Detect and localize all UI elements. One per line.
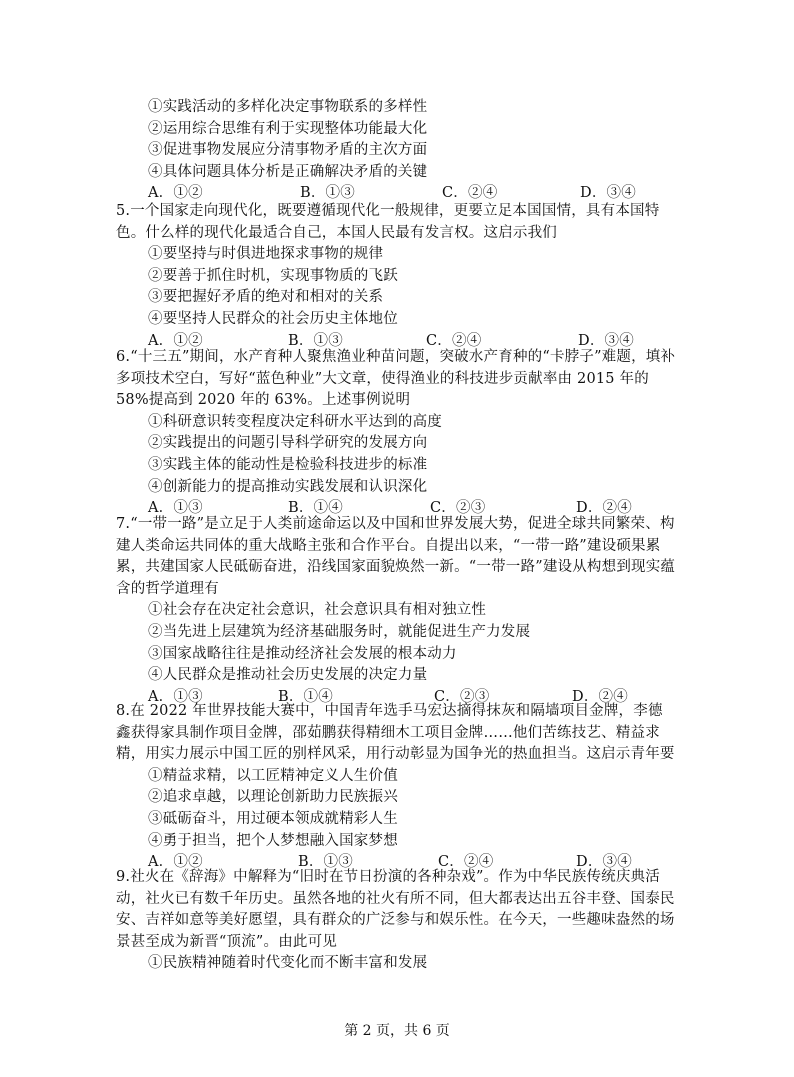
q4-choice-d[interactable]: D．③④ xyxy=(580,185,636,202)
page-number-footer: 第 2 页，共 6 页 xyxy=(344,1023,450,1039)
q6-option-1: ①科研意识转变程度决定科研水平达到的高度 xyxy=(148,413,442,430)
q7-choice-c[interactable]: C．②③ xyxy=(434,688,490,705)
q8-choice-c[interactable]: C．②④ xyxy=(438,854,494,871)
q8-option-2: ②追求卓越，以理论创新助力民族振兴 xyxy=(148,789,398,806)
q4-option-1: ①实践活动的多样化决定事物联系的多样性 xyxy=(148,99,428,115)
q4-choice-c[interactable]: C．②④ xyxy=(442,185,498,202)
q5-option-2: ②要善于抓住时机，实现事物质的飞跃 xyxy=(148,267,398,284)
q8-choice-a[interactable]: A．①② xyxy=(148,854,203,871)
q8-option-3: ③砥砺奋斗，用过硬本领成就精彩人生 xyxy=(148,810,398,827)
question-8 xyxy=(116,701,676,874)
q8-option-4: ④勇于担当，把个人梦想融入国家梦想 xyxy=(148,832,398,849)
q7-choice-b[interactable]: B．①④ xyxy=(278,688,333,705)
q8-stem: 8.在 2022 年世界技能大赛中，中国青年选手马宏达摘得抹灰和隔墙项目金牌，李德鑫获得家具制作项目金牌，邵茹鹏获得精细木工项目金牌……他们苦练技艺、精益求精，用实力展示中国工匠的别样风采，用行动彰显为国争光的热血担当。这启示青年要 xyxy=(116,703,675,763)
q5-option-4: ④要坚持人民群众的社会历史主体地位 xyxy=(148,310,398,327)
q5-choice-a[interactable]: A．①② xyxy=(148,332,203,349)
q6-choice-b[interactable]: B．①④ xyxy=(288,500,343,517)
q5-stem: 5.一个国家走向现代化，既要遵循现代化一般规律，更要立足本国国情，具有本国特色。什么样的现代化最适合自己，本国人民最有发言权。这启示我们 xyxy=(116,203,660,241)
question-9 xyxy=(116,867,676,975)
q6-choice-d[interactable]: D．②④ xyxy=(576,500,632,517)
q4-option-3: ③促进事物发展应分清事物矛盾的主次方面 xyxy=(148,142,428,159)
q9-option-1: ①民族精神随着时代变化而不断丰富和发展 xyxy=(148,955,428,972)
q8-choice-d[interactable]: D．③④ xyxy=(576,854,632,871)
q5-option-3: ③要把握好矛盾的绝对和相对的关系 xyxy=(148,289,384,306)
q6-choice-a[interactable]: A．①③ xyxy=(148,500,203,517)
question-7 xyxy=(116,514,676,708)
question-6 xyxy=(116,347,676,520)
q7-option-2: ②当先进上层建筑为经济基础服务时，就能促进生产力发展 xyxy=(148,623,531,640)
q5-choice-c[interactable]: C．②④ xyxy=(426,332,482,349)
q6-option-4: ④创新能力的提高推动实践发展和认识深化 xyxy=(148,478,428,495)
q6-option-2: ②实践提出的问题引导科学研究的发展方向 xyxy=(148,435,428,452)
q6-choice-c[interactable]: C．②③ xyxy=(430,500,486,517)
q4-option-2: ②运用综合思维有利于实现整体功能最大化 xyxy=(148,120,428,137)
q9-stem: 9.社火在《辞海》中解释为“旧时在节日扮演的各种杂戏”。作为中华民族传统庆典活动，社火已有数千年历史。虽然各地的社火有所不同，但大都表达出五谷丰登、国泰民安、吉祥如意等美好愿望，具有群众的广泛参与和娱乐性。在今天，一些趣味盎然的场景甚至成为新晋“顶流”。由此可见 xyxy=(116,869,675,950)
question-5 xyxy=(116,201,676,352)
q7-choice-a[interactable]: A．①③ xyxy=(148,688,203,705)
q7-option-3: ③国家战略往往是推动经济社会发展的根本动力 xyxy=(148,645,457,662)
q6-stem: 6.“十三五”期间，水产育种人聚焦渔业种苗问题，突破水产育种的“卡脖子”难题，填补多项技术空白，写好“蓝色种业”大文章，使得渔业的科技进步贡献率由 2015 年的 58%提高到 2020 年的 63%。上述事例说明 xyxy=(116,349,676,409)
q5-option-1: ①要坚持与时俱进地探求事物的规律 xyxy=(148,246,384,263)
q7-choice-d[interactable]: D．②④ xyxy=(572,688,628,705)
q7-option-1: ①社会存在决定社会意识，社会意识具有相对独立性 xyxy=(148,602,487,619)
q6-option-3: ③实践主体的能动性是检验科技进步的标准 xyxy=(148,456,428,473)
q4-choice-a[interactable]: A．①② xyxy=(148,185,203,202)
q4-choice-b[interactable]: B．①③ xyxy=(300,185,355,202)
q5-choice-b[interactable]: B．①③ xyxy=(288,332,343,349)
q5-choice-d[interactable]: D．③④ xyxy=(578,332,634,349)
q7-option-4: ④人民群众是推动社会历史发展的决定力量 xyxy=(148,667,428,684)
q8-choice-b[interactable]: B．①③ xyxy=(298,854,353,871)
q7-stem: 7.“一带一路”是立足于人类前途命运以及中国和世界发展大势，促进全球共同繁荣、构建人类命运共同体的重大战略主张和合作平台。自提出以来，“一带一路”建设硕果累累，共建国家人民砥砺奋进，沿线国家面貌焕然一新。“一带一路”建设从构想到现实蕴含的哲学道理有 xyxy=(116,516,676,597)
q4-option-4: ④具体问题具体分析是正确解决矛盾的关键 xyxy=(148,163,428,180)
question-4 xyxy=(116,97,676,205)
q8-option-1: ①精益求精，以工匠精神定义人生价值 xyxy=(148,767,398,784)
